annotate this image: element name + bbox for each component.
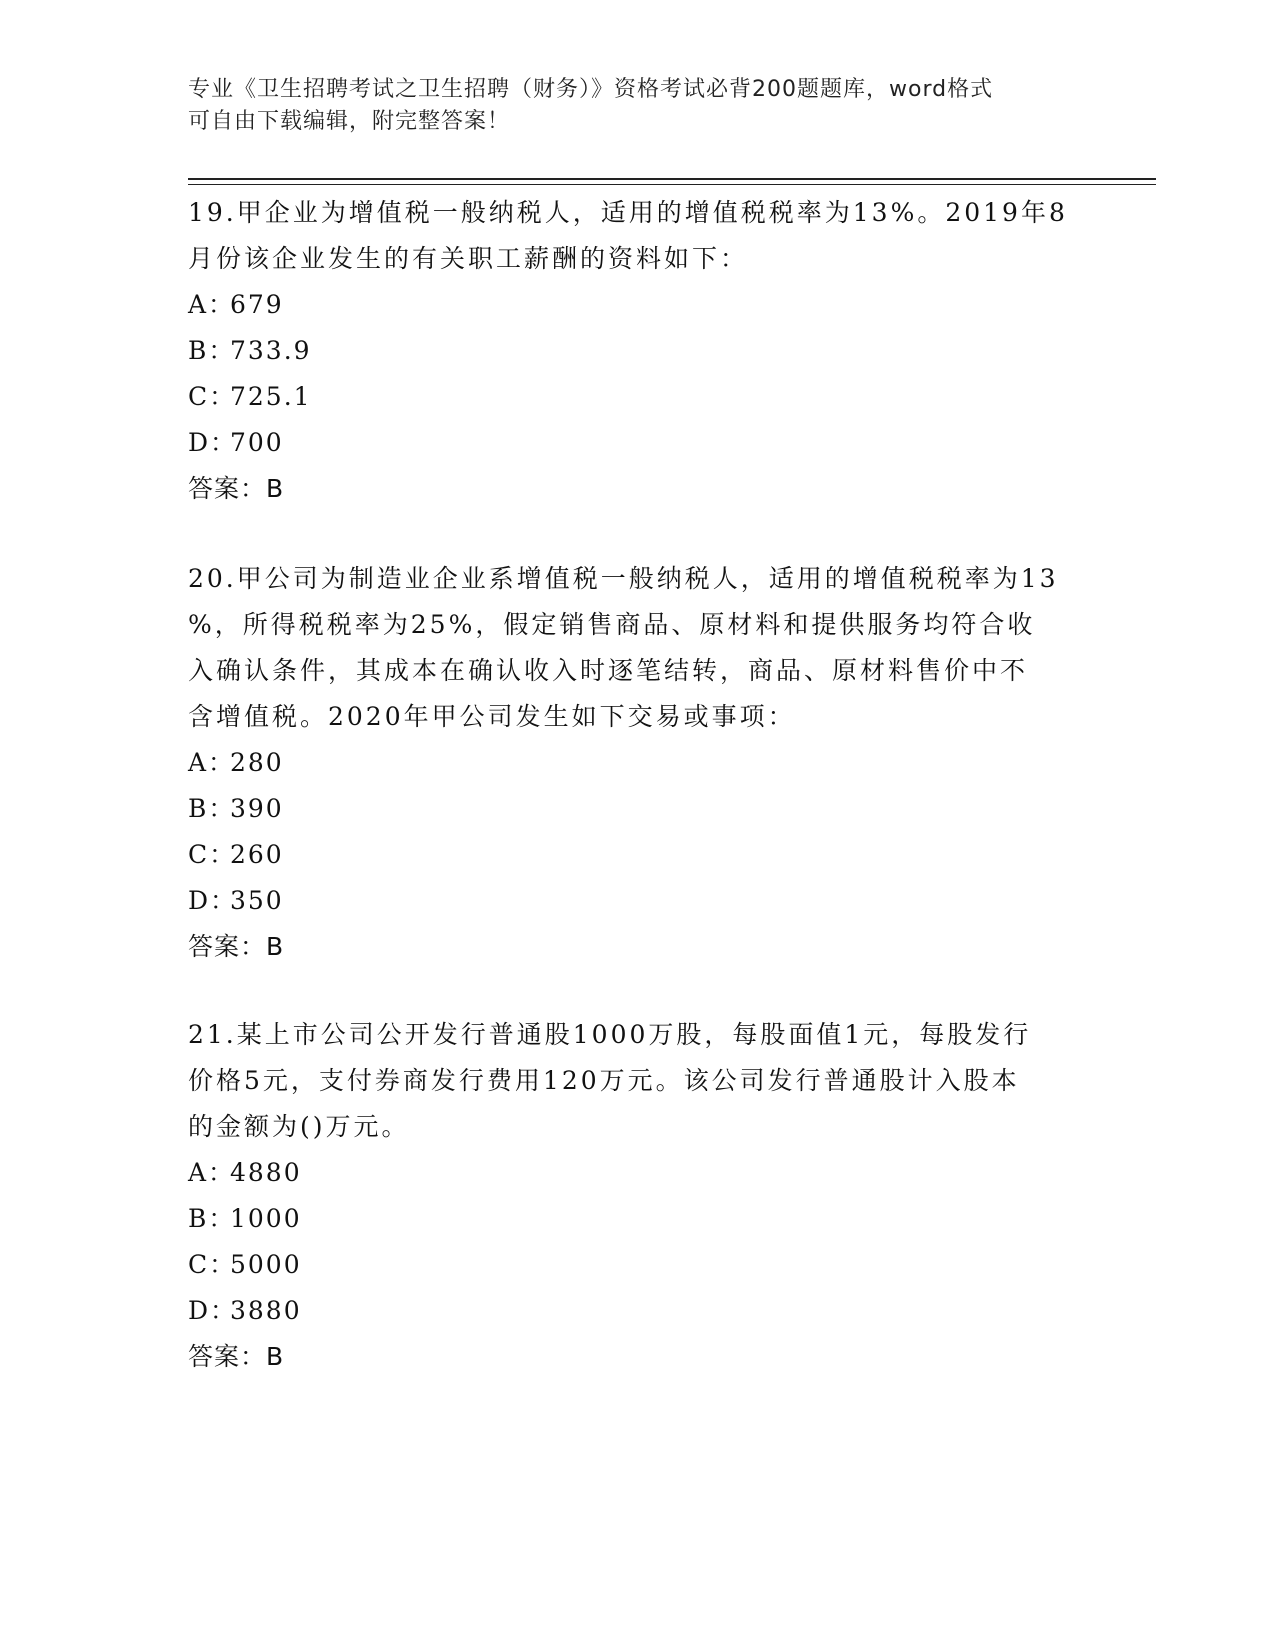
option-value: 390 (230, 794, 284, 823)
option-d (188, 420, 1088, 466)
question-stem-line: 20.甲公司为制造业企业系增值税一般纳税人，适用的增值税税率为13 (188, 564, 1059, 593)
option-key: A： (188, 290, 236, 319)
option-key: B： (188, 1204, 236, 1233)
question-stem-line: 含增值税。2020年甲公司发生如下交易或事项： (188, 702, 796, 731)
question-21 (188, 1012, 1088, 1380)
option-key: D： (188, 428, 238, 457)
option-key: A： (188, 1158, 236, 1187)
header-divider-thick (188, 178, 1156, 180)
option-key: B： (188, 336, 236, 365)
header-title-line-1: 专业《卫生招聘考试之卫生招聘（财务）》资格考试必背200题题库，word格式 (188, 77, 994, 102)
option-key: D： (188, 886, 238, 915)
option-value: 700 (230, 428, 284, 457)
option-a (188, 1150, 1088, 1196)
option-a (188, 740, 1088, 786)
answer-line: 答案：B (188, 932, 285, 961)
answer-line: 答案：B (188, 474, 285, 503)
option-b (188, 786, 1088, 832)
option-key: C： (188, 840, 237, 869)
option-c (188, 1242, 1088, 1288)
option-value: 3880 (230, 1296, 302, 1325)
option-value: 725.1 (230, 382, 312, 411)
option-key: C： (188, 1250, 237, 1279)
question-19 (188, 190, 1088, 512)
option-key: B： (188, 794, 236, 823)
option-value: 1000 (230, 1204, 302, 1233)
question-stem-line: 19.甲企业为增值税一般纳税人，适用的增值税税率为13%。2019年8 (188, 198, 1068, 227)
option-c (188, 374, 1088, 420)
option-value: 4880 (230, 1158, 302, 1187)
option-c (188, 832, 1088, 878)
question-stem (188, 190, 1088, 282)
answer-line: 答案：B (188, 1342, 285, 1371)
option-value: 280 (230, 748, 284, 777)
option-key: A： (188, 748, 236, 777)
question-stem (188, 556, 1088, 740)
option-d (188, 1288, 1088, 1334)
question-stem-line: 入确认条件，其成本在确认收入时逐笔结转，商品、原材料售价中不 (188, 656, 1029, 685)
option-a (188, 282, 1088, 328)
option-value: 679 (230, 290, 284, 319)
option-value: 733.9 (230, 336, 312, 365)
option-b (188, 1196, 1088, 1242)
option-key: D： (188, 1296, 238, 1325)
header-title-line-2: 可自由下载编辑，附完整答案！ (188, 109, 511, 134)
option-value: 350 (230, 886, 284, 915)
option-d (188, 878, 1088, 924)
option-b (188, 328, 1088, 374)
document-header (188, 74, 1068, 138)
question-stem-line: 价格5元，支付券商发行费用120万元。该公司发行普通股计入股本 (188, 1066, 1020, 1095)
option-value: 260 (230, 840, 284, 869)
question-stem-line: 月份该企业发生的有关职工薪酬的资料如下： (188, 244, 749, 273)
question-stem (188, 1012, 1088, 1150)
option-key: C： (188, 382, 237, 411)
question-stem-line: 的金额为()万元。 (188, 1112, 410, 1141)
question-stem-line: %，所得税税率为25%，假定销售商品、原材料和提供服务均符合收 (188, 610, 1036, 639)
question-20 (188, 556, 1088, 970)
header-divider-thin (188, 184, 1156, 185)
question-stem-line: 21.某上市公司公开发行普通股1000万股，每股面值1元，每股发行 (188, 1020, 1032, 1049)
option-value: 5000 (230, 1250, 302, 1279)
